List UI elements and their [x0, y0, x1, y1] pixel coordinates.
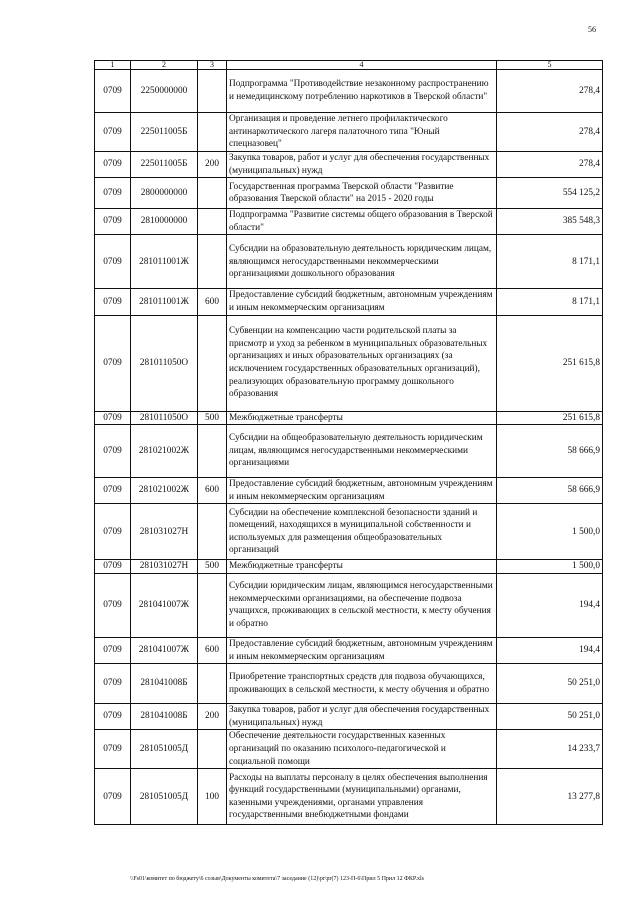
- row-expense-type-code: 200: [198, 704, 227, 730]
- table-row: [95, 70, 603, 113]
- table-row: [95, 289, 603, 315]
- table-row: [95, 560, 603, 574]
- row-sum: 58 666,9: [497, 478, 603, 504]
- table-row: [95, 704, 603, 730]
- row-sum: 278,4: [497, 70, 603, 113]
- row-name: Государственная программа Тверской области "Развитие образования Тверской области" на 2015 - 2020 годы: [227, 178, 497, 209]
- table-row: [95, 315, 603, 411]
- table-header-row: [95, 61, 603, 70]
- table-row: [95, 152, 603, 178]
- row-sum: 58 666,9: [497, 425, 603, 478]
- row-name: Расходы на выплаты персоналу в целях обеспечения выполнения функций государственными (муниципальными) органами, казенными учреждениями, органами управления государственными внебюджетными фондами: [227, 769, 497, 825]
- row-section-code: 0709: [95, 209, 131, 235]
- row-section-code: 0709: [95, 664, 131, 704]
- table-row: [95, 478, 603, 504]
- row-expense-type-code: [198, 315, 227, 411]
- row-expense-type-code: [198, 425, 227, 478]
- table-row: [95, 425, 603, 478]
- row-target-article-code: 281031027Н: [131, 504, 198, 560]
- row-target-article-code: 281011050О: [131, 411, 198, 425]
- row-section-code: 0709: [95, 411, 131, 425]
- row-target-article-code: 281041008Б: [131, 704, 198, 730]
- row-target-article-code: 225011005Б: [131, 152, 198, 178]
- row-section-code: 0709: [95, 425, 131, 478]
- row-expense-type-code: [198, 730, 227, 769]
- row-section-code: 0709: [95, 637, 131, 663]
- row-section-code: 0709: [95, 178, 131, 209]
- row-section-code: 0709: [95, 152, 131, 178]
- header-col-1: 1: [95, 61, 131, 70]
- row-sum: 14 233,7: [497, 730, 603, 769]
- row-target-article-code: 2250000000: [131, 70, 198, 113]
- row-target-article-code: 281021002Ж: [131, 425, 198, 478]
- header-col-4: 4: [227, 61, 497, 70]
- row-target-article-code: 281041007Ж: [131, 573, 198, 637]
- row-expense-type-code: 600: [198, 478, 227, 504]
- row-name: Подпрограмма "Развитие системы общего образования в Тверской области": [227, 209, 497, 235]
- row-name: Субвенции на компенсацию части родительской платы за присмотр и уход за ребенком в муниципальных образовательных организациях и иных образовательных организациях (за исключением государственных образовательных организаций), реализующих образовательную программу дошкольного образования: [227, 315, 497, 411]
- row-sum: 194,4: [497, 637, 603, 663]
- header-col-2: 2: [131, 61, 198, 70]
- row-expense-type-code: 500: [198, 560, 227, 574]
- row-expense-type-code: [198, 573, 227, 637]
- header-col-5: 5: [497, 61, 603, 70]
- row-expense-type-code: 200: [198, 152, 227, 178]
- table-row: [95, 113, 603, 152]
- table-row: [95, 769, 603, 825]
- row-target-article-code: 225011005Б: [131, 113, 198, 152]
- row-sum: 251 615,8: [497, 411, 603, 425]
- row-name: Субсидии юридическим лицам, являющимся негосударственными некоммерческими организациями, на обеспечение подвоза учащихся, проживающих в сельской местности, к месту обучения и обратно: [227, 573, 497, 637]
- row-expense-type-code: 500: [198, 411, 227, 425]
- row-expense-type-code: 600: [198, 637, 227, 663]
- row-expense-type-code: 600: [198, 289, 227, 315]
- row-expense-type-code: [198, 504, 227, 560]
- row-name: Субсидии на обеспечение комплексной безопасности зданий и помещений, находящихся в муниципальной собственности и используемых для размещения общеобразовательных организаций: [227, 504, 497, 560]
- row-target-article-code: 2810000000: [131, 209, 198, 235]
- row-section-code: 0709: [95, 315, 131, 411]
- row-name: Субсидии на образовательную деятельность юридическим лицам, являющимся негосударственными некоммерческими организациями дошкольного образования: [227, 235, 497, 289]
- table-row: [95, 504, 603, 560]
- row-target-article-code: 2800000000: [131, 178, 198, 209]
- row-name: Закупка товаров, работ и услуг для обеспечения государственных (муниципальных) нужд: [227, 704, 497, 730]
- row-section-code: 0709: [95, 730, 131, 769]
- row-section-code: 0709: [95, 70, 131, 113]
- row-name: Предоставление субсидий бюджетным, автономным учреждениям и иным некоммерческим организациям: [227, 478, 497, 504]
- table-row: [95, 664, 603, 704]
- header-col-3: 3: [198, 61, 227, 70]
- table-body: [95, 70, 603, 825]
- row-target-article-code: 281011050О: [131, 315, 198, 411]
- row-expense-type-code: [198, 235, 227, 289]
- row-sum: 8 171,1: [497, 289, 603, 315]
- row-name: Закупка товаров, работ и услуг для обеспечения государственных (муниципальных) нужд: [227, 152, 497, 178]
- row-target-article-code: 281021002Ж: [131, 478, 198, 504]
- row-name: Организация и проведение летнего профилактического антинаркотического лагеря палаточного типа "Юный спецназовец": [227, 113, 497, 152]
- row-name: Приобретение транспортных средств для подвоза обучающихся, проживающих в сельской местности, к месту обучения и обратно: [227, 664, 497, 704]
- row-name: Предоставление субсидий бюджетным, автономным учреждениям и иным некоммерческим организациям: [227, 637, 497, 663]
- row-section-code: 0709: [95, 113, 131, 152]
- row-section-code: 0709: [95, 504, 131, 560]
- row-section-code: 0709: [95, 769, 131, 825]
- row-sum: 1 500,0: [497, 504, 603, 560]
- footer-file-path: \\Fs01\комитет по бюджету\6 созыв\Документы комитета\7 заседание (12)\pr\pr(7) 123-П-6\Прил 5 Прил 12 ФКР.xls: [130, 876, 424, 882]
- row-sum: 50 251,0: [497, 664, 603, 704]
- row-name: Подпрограмма "Противодействие незаконному распространению и немедицинскому потреблению наркотиков в Тверской области": [227, 70, 497, 113]
- row-section-code: 0709: [95, 704, 131, 730]
- row-section-code: 0709: [95, 560, 131, 574]
- row-section-code: 0709: [95, 478, 131, 504]
- page-number: 56: [588, 25, 596, 34]
- row-target-article-code: 281051005Д: [131, 730, 198, 769]
- row-name: Обеспечение деятельности государственных казенных организаций по оказанию психолого-педагогической и социальной помощи: [227, 730, 497, 769]
- row-name: Межбюджетные трансферты: [227, 560, 497, 574]
- table-row: [95, 235, 603, 289]
- table-row: [95, 637, 603, 663]
- row-section-code: 0709: [95, 289, 131, 315]
- table-row: [95, 178, 603, 209]
- row-sum: 8 171,1: [497, 235, 603, 289]
- row-name: Предоставление субсидий бюджетным, автономным учреждениям и иным некоммерческим организациям: [227, 289, 497, 315]
- row-expense-type-code: [198, 70, 227, 113]
- row-section-code: 0709: [95, 235, 131, 289]
- row-target-article-code: 281041007Ж: [131, 637, 198, 663]
- row-target-article-code: 281041008Б: [131, 664, 198, 704]
- row-sum: 251 615,8: [497, 315, 603, 411]
- row-expense-type-code: [198, 664, 227, 704]
- table-row: [95, 573, 603, 637]
- row-sum: 13 277,8: [497, 769, 603, 825]
- row-expense-type-code: 100: [198, 769, 227, 825]
- table-row: [95, 730, 603, 769]
- budget-table: [94, 60, 603, 825]
- table-row: [95, 209, 603, 235]
- row-sum: 278,4: [497, 113, 603, 152]
- row-section-code: 0709: [95, 573, 131, 637]
- row-sum: 1 500,0: [497, 560, 603, 574]
- row-target-article-code: 281011001Ж: [131, 235, 198, 289]
- row-sum: 278,4: [497, 152, 603, 178]
- row-expense-type-code: [198, 113, 227, 152]
- row-expense-type-code: [198, 178, 227, 209]
- row-target-article-code: 281051005Д: [131, 769, 198, 825]
- row-name: Субсидии на общеобразовательную деятельность юридическим лицам, являющимся негосударственными некоммерческими организациями: [227, 425, 497, 478]
- row-expense-type-code: [198, 209, 227, 235]
- row-sum: 194,4: [497, 573, 603, 637]
- row-sum: 385 548,3: [497, 209, 603, 235]
- row-target-article-code: 281011001Ж: [131, 289, 198, 315]
- row-name: Межбюджетные трансферты: [227, 411, 497, 425]
- table-row: [95, 411, 603, 425]
- row-sum: 50 251,0: [497, 704, 603, 730]
- row-target-article-code: 281031027Н: [131, 560, 198, 574]
- row-sum: 554 125,2: [497, 178, 603, 209]
